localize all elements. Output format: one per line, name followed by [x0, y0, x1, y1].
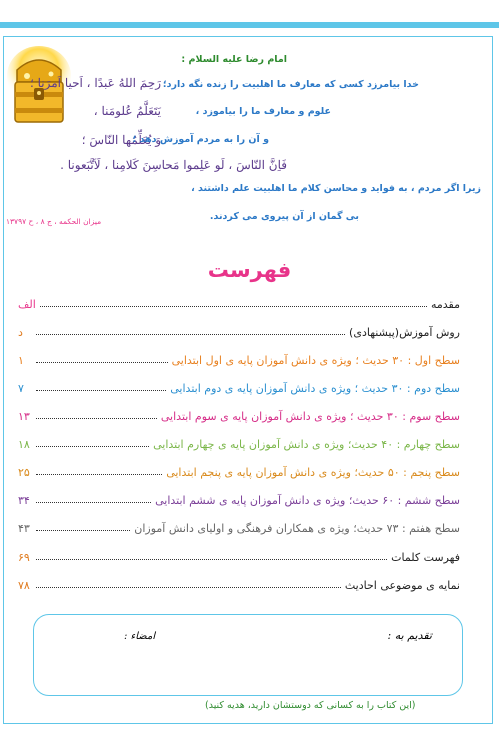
toc-row-leader — [36, 558, 387, 560]
toc-row-leader — [40, 305, 427, 307]
hadith-arabic-line-3: وَ یُعَلِّمُها النّاسَ ؛ — [81, 133, 161, 147]
toc-row[interactable] — [18, 574, 460, 592]
toc-row-leader — [36, 417, 157, 419]
hadith-attribution: امام رضا علیه السلام : — [181, 54, 287, 65]
toc-row-page: ۷ — [18, 382, 24, 395]
toc-row-leader — [36, 529, 130, 531]
toc-row-label: فهرست کلمات — [391, 551, 460, 564]
toc-row-page: ۱۸ — [18, 438, 30, 451]
toc-row-label: سطح چهارم : ۴۰ حدیث؛ ویژه ی دانش آموزان پایه ی چهارم ابتدایی — [153, 438, 460, 451]
toc-row-leader — [36, 445, 149, 447]
toc-row-label: سطح هفتم : ۷۳ حدیث؛ ویژه ی همکاران فرهنگی و اولیای دانش آموزان — [134, 522, 460, 535]
toc-row[interactable] — [18, 293, 460, 311]
signature-label: امضاء : — [124, 631, 156, 642]
toc-row[interactable] — [18, 377, 460, 395]
toc-row[interactable] — [18, 433, 460, 451]
toc-row[interactable] — [18, 461, 460, 479]
toc-row[interactable] — [18, 546, 460, 564]
toc-row-label: سطح سوم : ۳۰ حدیث ؛ ویژه ی دانش آموزان پایه ی سوم ابتدایی — [160, 410, 460, 423]
top-accent-bar — [0, 22, 499, 28]
toc-row-leader — [36, 361, 168, 363]
toc-row-page: الف — [18, 298, 36, 311]
toc-row-label: سطح اول : ۳۰ حدیث ؛ ویژه ی دانش آموزان پایه ی اول ابتدایی — [171, 354, 460, 367]
toc-row-label: روش آموزش(پیشنهادی) — [349, 326, 460, 339]
hadith-persian-line-2: علوم و معارف ما را بیاموزد ، — [195, 106, 331, 117]
toc-row-leader — [36, 389, 166, 391]
toc-row-page: ۴۳ — [18, 522, 30, 535]
toc-row[interactable] — [18, 349, 460, 367]
toc-row-page: ۲۵ — [18, 466, 30, 479]
hadith-source: میزان الحکمه ، ج ۸ ، ح ۱۳۷۹۷ — [6, 217, 102, 226]
toc-title: فهرست — [207, 258, 292, 282]
toc-row-label: مقدمه — [430, 298, 460, 311]
toc-row-page: د — [18, 326, 23, 339]
toc-row-label: سطح ششم : ۶۰ حدیث؛ ویژه ی دانش آموزان پایه ی ششم ابتدایی — [155, 494, 460, 507]
hadith-arabic-line-1: رَحِمَ اللهُ عَبدًا ، اَحیا اَمرَنا ؛ — [30, 76, 161, 90]
toc-row-page: ۶۹ — [18, 551, 30, 564]
toc-row-leader — [36, 473, 162, 475]
toc-row-page: ۷۸ — [18, 579, 30, 592]
hadith-persian-line-5: زیرا اگر مردم ، به فواید و محاسن کلام ما اهلبیت علم داشتند ، — [191, 183, 481, 194]
hadith-persian-line-6: بی گمان از آن پیروی می کردند. — [209, 211, 359, 222]
dedicated-to-label: تقدیم به : — [387, 629, 432, 642]
toc-row[interactable] — [18, 517, 460, 535]
toc-row[interactable] — [18, 405, 460, 423]
toc-row-label: سطح دوم : ۳۰ حدیث ؛ ویژه ی دانش آموزان پایه ی دوم ابتدایی — [170, 382, 460, 395]
toc-row-leader — [36, 501, 151, 503]
toc-row[interactable] — [18, 321, 460, 339]
toc-row[interactable] — [18, 489, 460, 507]
dedication-box — [33, 614, 463, 696]
toc-row-label: سطح پنجم : ۵۰ حدیث؛ ویژه ی دانش آموزان پایه ی پنجم ابتدایی — [166, 466, 460, 479]
hadith-arabic-line-2: یَتَعَلَّمُ عُلومَنا ، — [93, 104, 161, 118]
hadith-persian-line-3: و آن را به مردم آموزش دهد ؛ — [132, 134, 269, 145]
toc-row-leader — [36, 586, 341, 588]
footer-note: (این کتاب را به کسانی که دوستشان دارید، هدیه کنید) — [205, 700, 416, 711]
toc-row-page: ۱۳ — [18, 410, 30, 423]
hadith-arabic-line-4: فَاِنَّ النّاسَ ، لَو عَلِموا مَحاسِنَ کَلامِنا ، لَاَتَّبَعونا . — [60, 158, 287, 172]
toc-row-label: نمایه ی موضوعی احادیث — [344, 579, 460, 592]
toc-row-page: ۳۴ — [18, 494, 30, 507]
toc-row-page: ۱ — [18, 354, 24, 367]
toc-row-leader — [36, 333, 345, 335]
hadith-persian-line-1: خدا بیامرزد کسی که معارف ما اهلبیت را زنده نگه دارد؛ — [162, 79, 419, 90]
